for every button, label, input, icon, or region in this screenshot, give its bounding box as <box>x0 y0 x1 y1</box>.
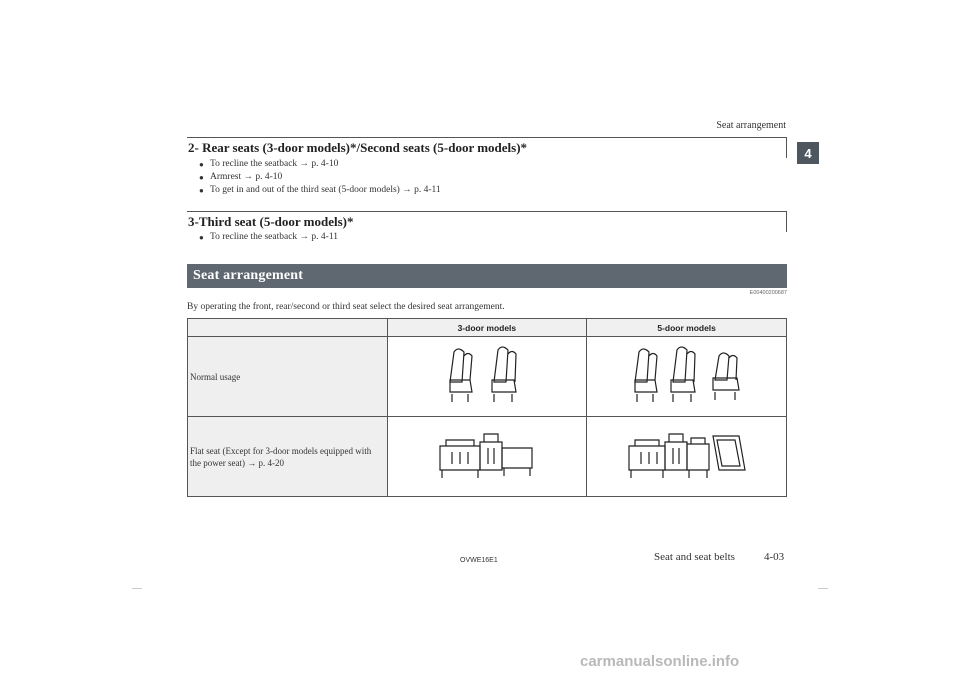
normal-usage-5door-cell <box>587 337 787 417</box>
seat-flat-5door-illustration <box>625 426 749 482</box>
crop-mark <box>132 588 142 589</box>
seat-arrangement-table <box>187 318 787 497</box>
bullet-item: ● Armrest → p. 4-10 <box>199 171 441 184</box>
footer-doc-code: OVWE16E1 <box>460 557 498 564</box>
section-heading-rear-seats: 2- Rear seats (3-door models)*/Second seats (5-door models)* <box>187 137 787 158</box>
table-header-cell: 3-door models <box>387 319 587 337</box>
footer-chapter-title: Seat and seat belts <box>654 551 735 563</box>
bullet-item: ● To recline the seatback → p. 4-11 <box>199 231 338 244</box>
row-label: Flat seat (Except for 3-door models equipped with the power seat) → p. 4-20 <box>188 417 388 497</box>
flat-seat-3door-cell <box>387 417 587 497</box>
section-heading-third-seat: 3-Third seat (5-door models)* <box>187 211 787 232</box>
table-header-cell: 5-door models <box>587 319 787 337</box>
row-label: Normal usage <box>188 337 388 417</box>
bullet-item: ● To recline the seatback → p. 4-10 <box>199 158 441 171</box>
table-row <box>188 417 787 497</box>
section-code: E00400200687 <box>749 290 787 296</box>
table-row <box>188 337 787 417</box>
crop-mark <box>818 588 828 589</box>
table-header-cell <box>188 319 388 337</box>
footer-page-number: 4-03 <box>764 551 785 563</box>
flat-seat-5door-cell <box>587 417 787 497</box>
watermark: carmanualsonline.info <box>580 653 740 670</box>
seat-flat-3door-illustration <box>432 426 542 482</box>
section-band-seat-arrangement: Seat arrangement <box>187 264 787 288</box>
intro-paragraph: By operating the front, rear/second or third seat select the desired seat arrangement. <box>187 302 505 312</box>
table-header-row <box>188 319 787 337</box>
bullet-item: ● To get in and out of the third seat (5-door models) → p. 4-11 <box>199 184 441 197</box>
third-seat-bullet-list <box>199 231 338 244</box>
seat-normal-3door-illustration <box>432 342 542 406</box>
chapter-tab: 4 <box>797 142 819 164</box>
rear-seats-bullet-list <box>199 158 441 197</box>
seat-normal-5door-illustration <box>627 342 747 406</box>
running-head: Seat arrangement <box>716 120 786 131</box>
normal-usage-3door-cell <box>387 337 587 417</box>
